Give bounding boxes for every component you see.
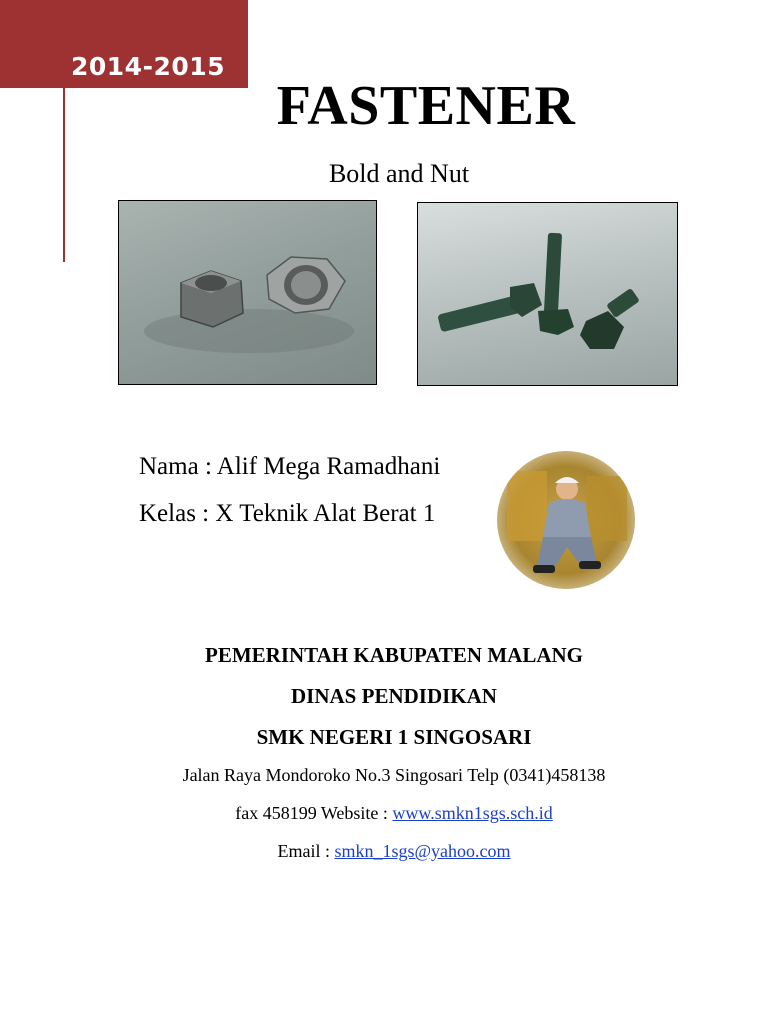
school-address: Jalan Raya Mondoroko No.3 Singosari Telp (0341)458138: [182, 765, 606, 785]
student-class: X Teknik Alat Berat 1: [215, 500, 436, 527]
student-name-line: [139, 453, 440, 481]
institution-government: PEMERINTAH KABUPATEN MALANG: [205, 643, 583, 667]
name-label: Nama :: [139, 453, 217, 480]
email-link[interactable]: smkn_1sgs@yahoo.com: [334, 841, 511, 861]
document-subtitle: Bold and Nut: [328, 159, 470, 188]
student-class-line: [139, 500, 435, 528]
school-fax-website: [0, 803, 768, 824]
document-title: FASTENER: [276, 75, 576, 137]
nuts-photo: [118, 200, 377, 385]
institution-school: SMK NEGERI 1 SINGOSARI: [256, 725, 532, 749]
bolts-photo: [417, 202, 678, 386]
email-label: Email :: [277, 841, 335, 861]
institution-department: DINAS PENDIDIKAN: [291, 684, 497, 708]
school-email: [0, 841, 768, 862]
class-label: Kelas :: [139, 500, 216, 527]
fax-website-label: fax 458199 Website :: [235, 803, 393, 823]
website-link[interactable]: www.smkn1sgs.sch.id: [392, 803, 553, 823]
year-label: 2014-2015: [71, 52, 226, 81]
student-name: Alif Mega Ramadhani: [216, 453, 441, 480]
worker-photo: [497, 451, 635, 589]
